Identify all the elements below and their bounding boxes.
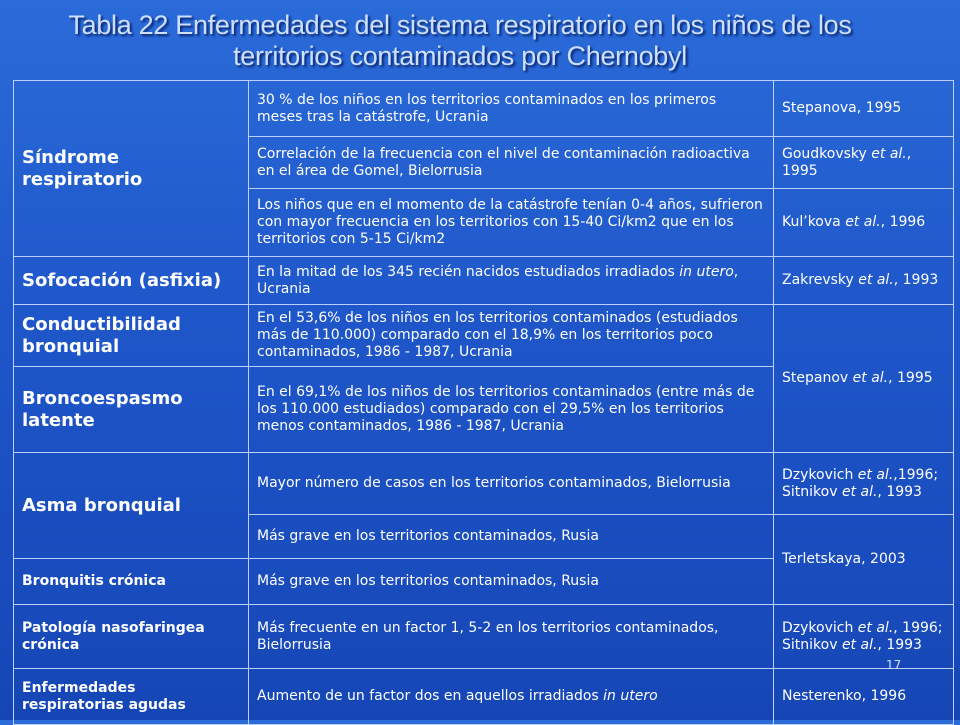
description-cell: Más frecuente en un factor 1, 5-2 en los territorios contaminados, Bielorrusia: [249, 605, 774, 669]
category-cell: Patología nasofaringea crónica: [14, 605, 249, 669]
respiratory-diseases-table: [13, 80, 954, 725]
category-cell: Enfermedades respiratorias agudas: [14, 669, 249, 725]
reference-cell: Dzykovich et al., 1996; Sitnikov et al., 1993: [774, 605, 954, 669]
slide-number: 17: [886, 658, 902, 672]
description-cell: Correlación de la frecuencia con el nivel de contaminación radioactiva en el área de Gomel, Bielorrusia: [249, 137, 774, 189]
reference-cell: Dzykovich et al.,1996; Sitnikov et al., 1993: [774, 453, 954, 515]
table-row: [14, 453, 954, 515]
reference-cell: Terletskaya, 2003: [774, 515, 954, 605]
reference-cell: Stepanov et al., 1995: [774, 305, 954, 453]
table-row: [14, 81, 954, 137]
description-cell: Más grave en los territorios contaminados, Rusia: [249, 559, 774, 605]
reference-cell: Nesterenko, 1996: [774, 669, 954, 725]
slide-title: [0, 10, 920, 72]
description-cell: Aumento de un factor dos en aquellos irradiados in utero: [249, 669, 774, 725]
reference-cell: Stepanova, 1995: [774, 81, 954, 137]
reference-cell: Zakrevsky et al., 1993: [774, 257, 954, 305]
category-cell: Bronquitis crónica: [14, 559, 249, 605]
reference-cell: Goudkovsky et al., 1995: [774, 137, 954, 189]
description-cell: En el 53,6% de los niños en los territorios contaminados (estudiados más de 110.000) comparado con el 18,9% en los territorios poco contaminados, 1986 - 1987, Ucrania: [249, 305, 774, 367]
description-cell: Mayor número de casos en los territorios contaminados, Bielorrusia: [249, 453, 774, 515]
description-cell: Los niños que en el momento de la catástrofe tenían 0-4 años, sufrieron con mayor frecuencia en los territorios con 15-40 Ci/km2 que en los territorios con 5-15 Ci/km2: [249, 189, 774, 257]
table-row: [14, 305, 954, 367]
table-row: [14, 257, 954, 305]
category-cell: Broncoespasmo latente: [14, 367, 249, 453]
description-cell: En el 69,1% de los niños de los territorios contaminados (entre más de los 110.000 estudiados) comparado con el 29,5% en los territorios menos contaminados, 1986 - 1987, Ucrania: [249, 367, 774, 453]
description-cell: En la mitad de los 345 recién nacidos estudiados irradiados in utero, Ucrania: [249, 257, 774, 305]
description-cell: Más grave en los territorios contaminados, Rusia: [249, 515, 774, 559]
table-row: [14, 605, 954, 669]
category-cell: Sofocación (asfixia): [14, 257, 249, 305]
reference-cell: Kul’kova et al., 1996: [774, 189, 954, 257]
category-cell: Asma bronquial: [14, 453, 249, 559]
description-cell: 30 % de los niños en los territorios contaminados en los primeros meses tras la catástrofe, Ucrania: [249, 81, 774, 137]
category-cell: Síndrome respiratorio: [14, 81, 249, 257]
category-cell: Conductibilidad bronquial: [14, 305, 249, 367]
title-line-2: territorios contaminados por Chernobyl: [233, 41, 687, 71]
title-line-1: Tabla 22 Enfermedades del sistema respiratorio en los niños de los: [68, 10, 852, 40]
table-row: [14, 669, 954, 725]
